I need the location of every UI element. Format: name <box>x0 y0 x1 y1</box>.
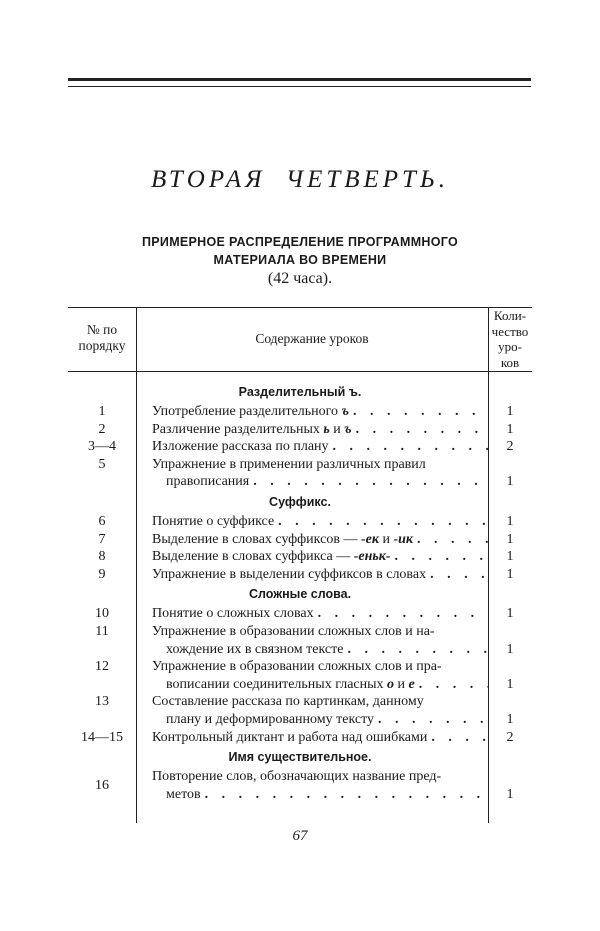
text-segment: и <box>378 531 394 547</box>
table-row <box>68 605 532 623</box>
text-segment: правописания <box>166 474 250 490</box>
lesson-count: 1 <box>506 421 514 437</box>
header-count-line: ков <box>500 354 520 370</box>
lesson-count: 2 <box>506 729 514 745</box>
lesson-text-line <box>152 658 488 676</box>
lesson-text <box>152 548 391 566</box>
table-row <box>68 623 532 658</box>
lesson-text-line <box>152 768 488 786</box>
lesson-count: 1 <box>506 711 514 727</box>
header-number <box>68 322 136 354</box>
lesson-table <box>68 307 532 823</box>
lesson-text-line <box>152 531 488 549</box>
text-segment: Понятие о суффиксе <box>152 513 275 529</box>
lesson-text <box>152 729 427 747</box>
lesson-text-line <box>152 421 488 439</box>
lesson-number: 1 <box>98 404 106 419</box>
dot-leader <box>353 403 488 421</box>
lesson-text <box>152 693 488 711</box>
lesson-count: 1 <box>506 641 514 657</box>
page-title: ВТОРАЯ ЧЕТВЕРТЬ. <box>151 166 449 193</box>
lesson-number: 5 <box>98 456 106 472</box>
text-segment: метов <box>166 786 201 802</box>
table-row <box>68 693 532 728</box>
lesson-text <box>152 566 426 584</box>
lesson-text <box>152 658 488 676</box>
header-count-line: уро- <box>498 339 522 354</box>
top-rule-thick <box>68 78 531 81</box>
text-segment: Повторение слов, обозначающих название пред- <box>152 769 442 785</box>
emphasized-text: ъ <box>341 404 349 419</box>
text-segment: Составление рассказа по картинкам, данному <box>152 694 424 710</box>
lesson-text-line <box>166 641 488 659</box>
lesson-number: 14—15 <box>81 729 123 745</box>
page-number: 67 <box>292 828 308 844</box>
header-content: Содержание уроков <box>255 331 369 346</box>
lesson-text <box>152 513 274 531</box>
dot-leader <box>278 513 488 531</box>
lesson-text <box>166 473 249 491</box>
text-segment: Различение разделительных <box>152 421 324 437</box>
table-body <box>68 381 532 803</box>
lesson-text <box>166 641 343 659</box>
lesson-number: 10 <box>95 606 109 622</box>
lesson-text-line <box>152 456 488 474</box>
text-segment: Упражнение в выделении суффиксов в словах <box>152 566 427 582</box>
lesson-text-line <box>152 693 488 711</box>
lesson-text <box>166 676 415 694</box>
dot-leader <box>378 711 488 729</box>
lesson-text <box>152 438 329 456</box>
dot-leader <box>333 438 488 456</box>
dot-leader <box>347 641 488 659</box>
lesson-count: 1 <box>506 404 514 419</box>
subtitle-line-2: МАТЕРИАЛА ВО ВРЕМЕНИ <box>213 253 387 267</box>
text-segment: Контрольный диктант и работа над ошибками <box>152 729 428 745</box>
lesson-count: 1 <box>506 786 514 802</box>
section-heading: Суффикс. <box>269 494 331 509</box>
lesson-text-line <box>152 605 488 623</box>
table-row <box>68 548 532 566</box>
lesson-count: 1 <box>506 566 514 582</box>
dot-leader <box>430 566 488 584</box>
lesson-number: 11 <box>95 623 109 639</box>
lesson-text-line <box>166 711 488 729</box>
text-segment: и <box>394 676 409 692</box>
dot-leader <box>431 729 488 747</box>
text-segment: Употребление разделительного <box>152 404 342 419</box>
text-segment: Изложение рассказа по плану <box>152 439 329 455</box>
hours-note: (42 часа). <box>267 270 333 287</box>
text-segment: плану и деформированному тексту <box>166 711 375 727</box>
header-count-line: чество <box>491 323 529 339</box>
lesson-count: 1 <box>506 676 514 692</box>
dot-leader <box>395 548 488 566</box>
table-row <box>68 456 532 491</box>
table-row <box>68 658 532 693</box>
lesson-number: 3—4 <box>88 439 116 455</box>
dot-leader <box>417 531 488 549</box>
section-heading: Сложные слова. <box>248 587 352 602</box>
text-segment: хождение их в связном тексте <box>166 641 344 657</box>
lesson-number: 2 <box>98 421 106 437</box>
lesson-count: 1 <box>506 474 514 490</box>
lesson-text-line <box>152 623 488 641</box>
table-row <box>68 531 532 549</box>
lesson-text-line <box>166 786 488 804</box>
lesson-count: 2 <box>506 439 514 455</box>
table-row <box>68 421 532 439</box>
lesson-text-line <box>166 676 488 694</box>
lesson-text-line <box>152 566 488 584</box>
table-row <box>68 403 532 421</box>
dot-leader <box>318 605 488 623</box>
lesson-text <box>166 786 201 804</box>
lesson-number: 8 <box>98 549 106 565</box>
section-heading: Имя существительное. <box>228 750 372 765</box>
table-row <box>68 729 532 747</box>
emphasized-text: ь <box>323 421 330 437</box>
table-row <box>68 566 532 584</box>
lesson-text <box>152 605 314 623</box>
text-segment: Выделение в словах суффикса — <box>152 549 354 565</box>
lesson-text-line <box>166 473 488 491</box>
table-top-rule <box>68 307 532 308</box>
top-rule-thin <box>68 86 531 87</box>
lesson-count: 1 <box>506 606 514 622</box>
lesson-text <box>152 421 352 439</box>
lesson-text-line <box>152 548 488 566</box>
header-count <box>488 308 532 370</box>
lesson-text <box>166 711 374 729</box>
emphasized-text: е <box>408 676 415 692</box>
text-segment: Упражнение в образовании сложных слов и пра- <box>152 659 442 675</box>
lesson-text <box>152 456 488 474</box>
text-segment: Понятие о сложных словах <box>152 606 314 622</box>
text-segment: Упражнение в образовании сложных слов и на- <box>152 623 435 639</box>
lesson-number: 16 <box>95 777 109 793</box>
emphasized-text: -ек <box>360 531 379 547</box>
text-segment: Выделение в словах суффиксов — <box>152 531 361 547</box>
emphasized-text: ъ <box>344 421 352 437</box>
table-row <box>68 768 532 803</box>
lesson-text-line <box>152 513 488 531</box>
header-number-line: порядку <box>78 338 126 353</box>
section-heading: Разделительный ъ. <box>238 385 362 399</box>
lesson-number: 13 <box>95 694 109 710</box>
dot-leader <box>253 473 488 491</box>
dot-leader <box>419 676 488 694</box>
subtitle-line-1: ПРИМЕРНОЕ РАСПРЕДЕЛЕНИЕ ПРОГРАММНОГО <box>141 235 459 249</box>
table-row <box>68 438 532 456</box>
text-segment: Упражнение в применении различных правил <box>152 456 426 472</box>
emphasized-text: -еньк- <box>353 549 391 565</box>
header-count-line: Коли- <box>493 308 527 323</box>
lesson-text <box>152 403 349 421</box>
lesson-count: 1 <box>506 549 514 565</box>
text-segment: вописании соединительных гласных <box>166 676 388 692</box>
lesson-text-line <box>152 438 488 456</box>
text-segment: и <box>329 421 345 437</box>
header-bottom-rule <box>68 371 532 372</box>
dot-leader <box>205 786 488 804</box>
lesson-number: 9 <box>98 566 106 582</box>
header-number-line: № по <box>86 322 118 337</box>
emphasized-text: -ик <box>393 531 413 547</box>
lesson-text-line <box>152 729 488 747</box>
lesson-text <box>152 531 413 549</box>
lesson-number: 6 <box>98 513 106 529</box>
table-row <box>68 513 532 531</box>
lesson-count: 1 <box>506 513 514 529</box>
lesson-number: 7 <box>98 531 106 547</box>
dot-leader <box>356 421 488 439</box>
lesson-text-line <box>152 403 488 421</box>
lesson-text <box>152 768 488 786</box>
lesson-count: 1 <box>506 531 514 547</box>
lesson-text <box>152 623 488 641</box>
emphasized-text: о <box>387 676 395 692</box>
lesson-number: 12 <box>95 659 109 675</box>
